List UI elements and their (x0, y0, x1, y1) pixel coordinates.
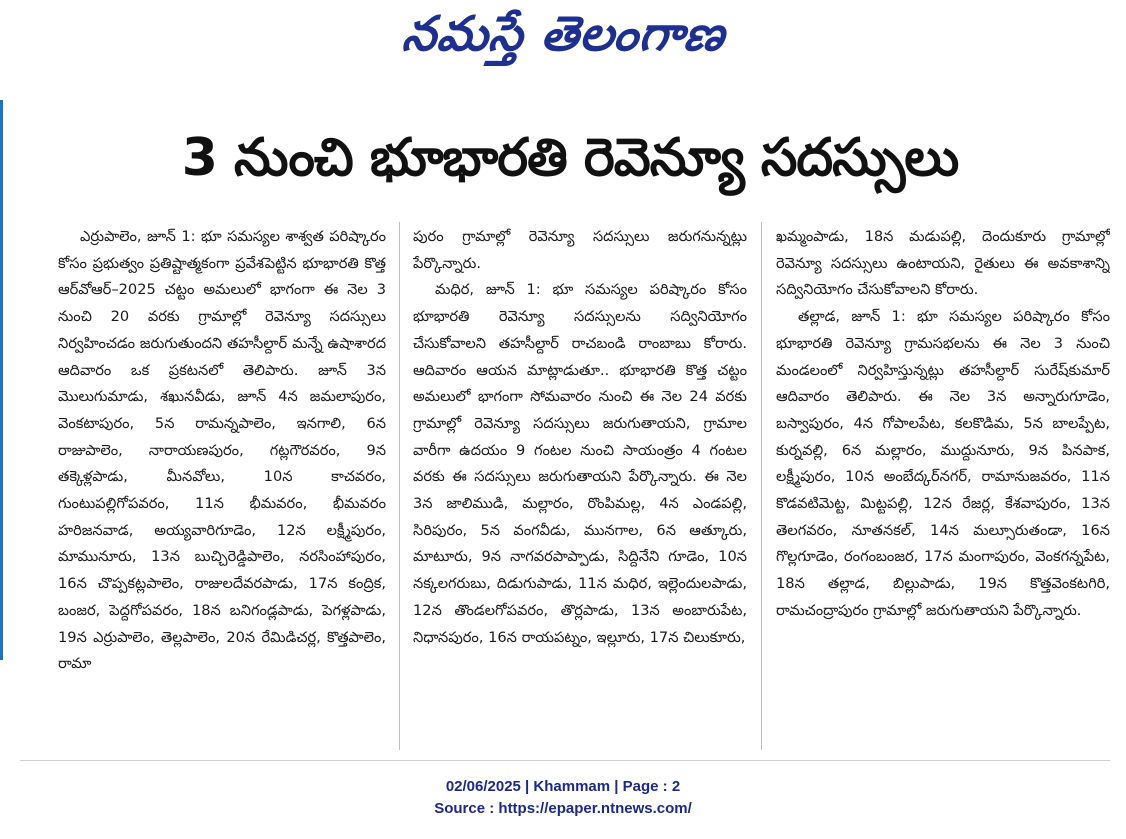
left-accent-rule (0, 100, 3, 660)
article-column-2 (413, 224, 747, 754)
column-divider (761, 222, 762, 750)
article-paragraph: మధిర, జూన్ 1: భూ సమస్యల పరిష్కారం కోసం భూభారతి రెవెన్యూ సదస్సులను సద్వినియోగం చేసుకోవాలని తహసీల్దార్ రాచబండి రాంబాబు కోరారు. ఆదివారం ఆయన మాట్లాడుతూ.. భూభారతి కొత్త చట్టం అమలులో భాగంగా సోమవారం నుంచి ఈ నెల 24 వరకు గ్రామాల్లో రెవెన్యూ సదస్సులు జరుగుతాయని, గ్రామాల వారీగా ఉదయం 9 గంటల నుంచి సాయంత్రం 4 గంటల వరకు ఈ సదస్సులు జరుగుతాయని పేర్కొన్నారు. ఈ నెల 3న జాలిముడి, మల్లారం, రొంపిమల్ల, 4న ఎండపల్లి, సిరిపురం, 5న వంగవీడు, మునగాల, 6న ఆత్కూరు, మాటూరు, 9న నాగవరపాప్పాడు, సిద్దినేని గూడెం, 10న నక్కలగరుబు, దిడుగుపాడు, 11న మధిర, ఇల్లెందులపాడు, 12న తొండలగోపవరం, తొర్లపాడు, 13న అంబారుపేట, నిధానపురం, 16న రాయపట్నం, ఇల్లూరు, 17న చిలుకూరు, (413, 281, 747, 646)
article-headline: 3 నుంచి భూభారతి రెవెన్యూ సదస్సులు (181, 128, 959, 188)
footer-divider (20, 760, 1110, 761)
footer (0, 776, 1126, 820)
article-paragraph: ఖమ్మంపాడు, 18న మడుపల్లి, దెందుకూరు గ్రామాల్లో రెవెన్యూ సదస్సులు ఉంటాయని, రైతులు ఈ అవకాశాన్ని సద్వినియోగం చేసుకోవాలని కోరారు. (776, 228, 1110, 299)
article-paragraph: పురం గ్రామాల్లో రెవెన్యూ సదస్సులు జరుగనున్నట్లు పేర్కొన్నారు. (413, 228, 747, 272)
article-paragraph: తల్లాడ, జూన్ 1: భూ సమస్యల పరిష్కారం కోసం భూభారతి రెవెన్యూ గ్రామసభలను ఈ నెల 3 నుంచి మండలంలో నిర్వహిస్తున్నట్లు తహసీల్దార్ సురేష్‌కుమార్ ఆదివారం తెలిపారు. ఈ నెల 3న అన్నారుగూడెం, బస్వాపురం, 4న గోపాలపేట, కలకొడిమ, 5న బాలప్పేట, కుర్నవల్లి, 6న మల్లారం, ముద్దునూరు, 9న పినపాక, లక్ష్మీపురం, 10న అంబేద్కర్‌నగర్, రామానుజవరం, 11న కొడవటిమెట్ట, మిట్టపల్లి, 12న రేజర్ల, కేశవాపురం, 13న తెలగవరం, నూతనకల్, 14న మల్సూరుతండా, 16న గొల్లగూడెం, రంగంబంజర, 17న మంగాపురం, వెంకగన్నపేట, 18న తల్లాడ, బిల్లుపాడు, 19న కొత్తవెంకటగిరి, రామచంద్రాపురం గ్రామాల్లో జరుగుతాయని పేర్కొన్నారు. (776, 308, 1110, 619)
footer-edition-info: 02/06/2025 | Khammam | Page : 2 (445, 778, 681, 795)
masthead (0, 0, 1126, 82)
column-divider (399, 222, 400, 750)
masthead-logo: నమస్తే తెలంగాణ (399, 6, 728, 62)
article-column-1 (58, 224, 386, 754)
footer-source-link[interactable]: Source : https://epaper.ntnews.com/ (434, 800, 692, 817)
article-paragraph: ఎర్రుపాలెం, జూన్ 1: భూ సమస్యల శాశ్వత పరిష్కారం కోసం ప్రభుత్వం ప్రతిష్టాత్మకంగా ప్రవేశపెట్టిన భూభారతి కొత్త ఆర్‌వోఆర్–2025 చట్టం అమలులో భాగంగా ఈ నెల 3 నుంచి 20 వరకు గ్రామాల్లో రెవెన్యూ సదస్సులు నిర్వహించడం జరుగుతుందని తహసీల్దార్ మన్నే ఉషాశారద ఆదివారం ఒక ప్రకటనలో తెలిపారు. జూన్ 3న మొలుగుమాడు, శఖునవీడు, జూన్ 4న జమలాపురం, వెంకటాపురం, 5న రామన్నపాలెం, ఇనగాలి, 6న రాజుపాలెం, నారాయణపురం, గట్లగౌరవరం, 9న తక్కెళ్లపాడు, మీనవోలు, 10న కాచవరం, గుంటుపల్లిగోపవరం, 11న భీమవరం, భీమవరం హరిజనవాడ, అయ్యవారిగూడెం, 12న లక్ష్మీపురం, మామునూరు, 13న బుచ్చిరెడ్డిపాలెం, నరసింహాపురం, 16న చొప్పకట్లపాలెం, రాజులదేవరపాడు, 17న కంద్రిక, బంజర, పెద్దగోపవరం, 18న బనిగండ్లపాడు, పెగళ్లపాడు, 19న ఎర్రుపాలెం, తెల్లపాలెం, 20న రేమిడిచర్ల, కొత్తపాలెం, రామా (58, 228, 386, 673)
article-column-3 (776, 224, 1110, 754)
